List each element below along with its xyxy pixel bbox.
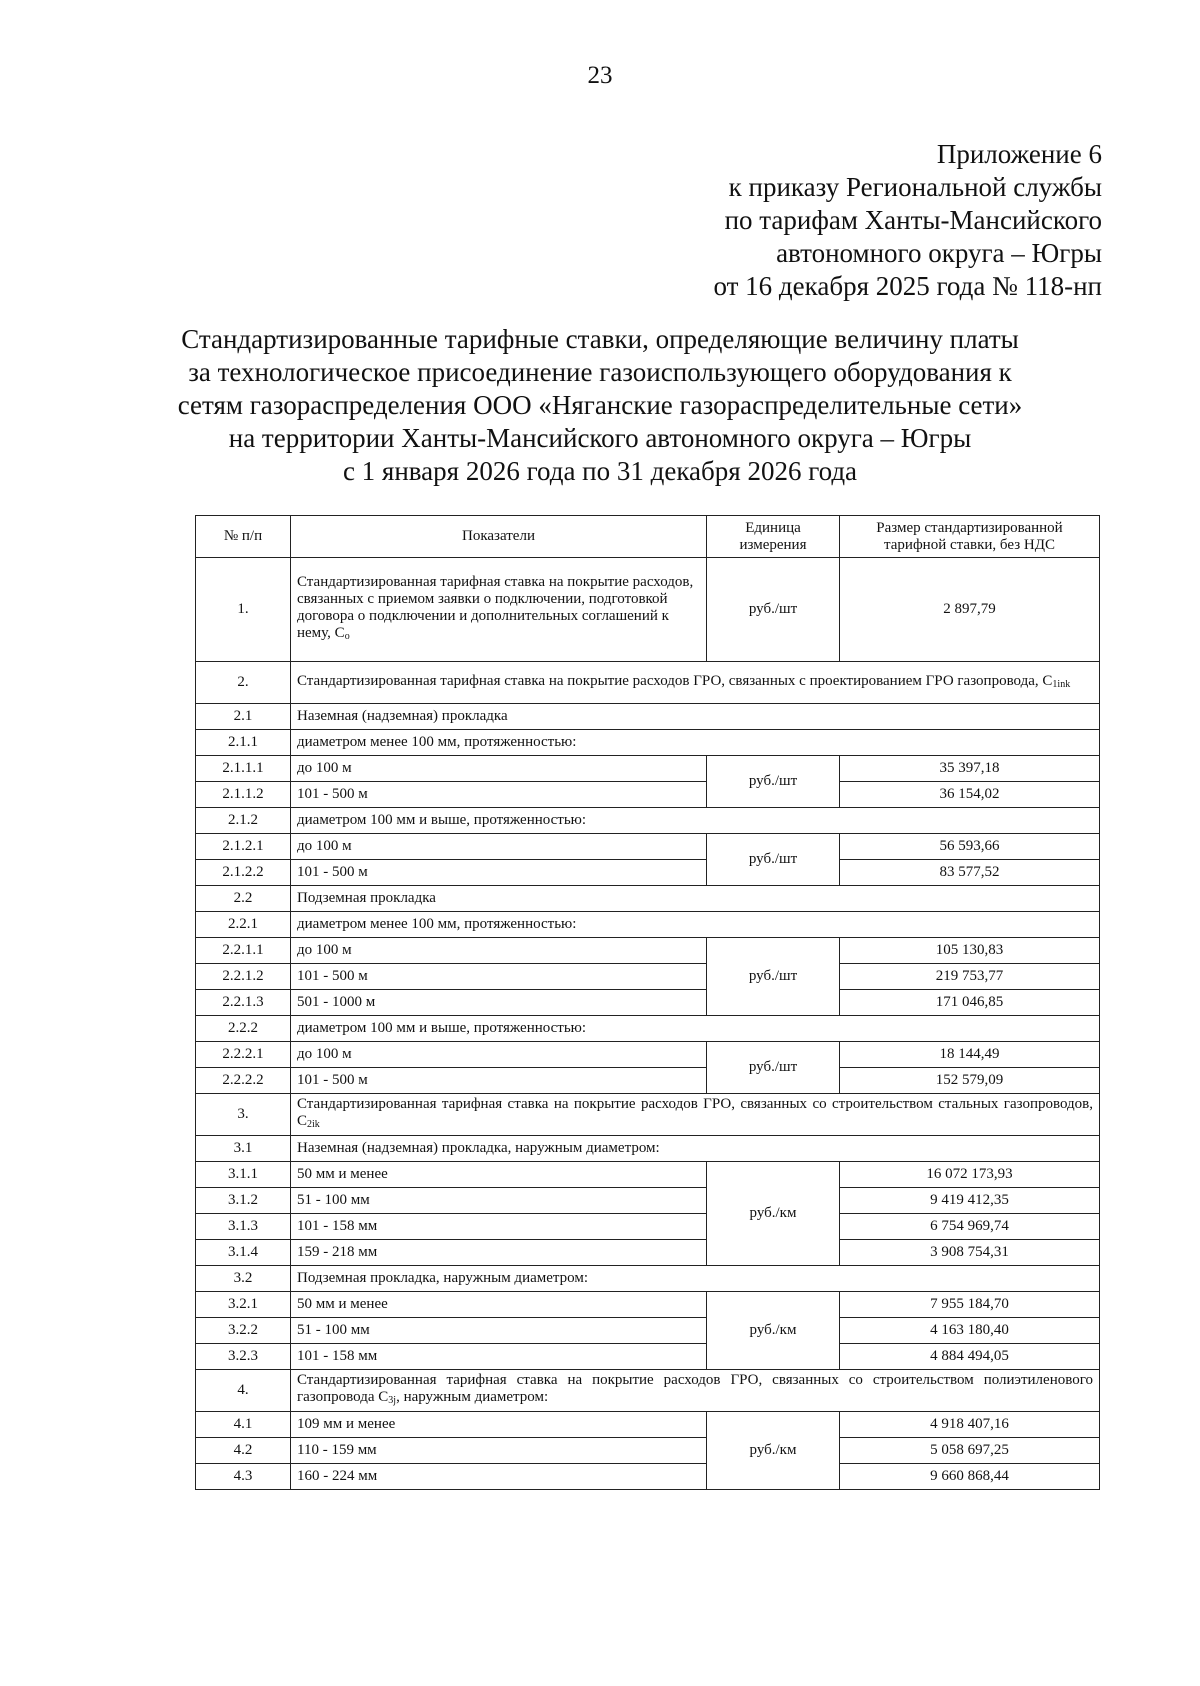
row-indicator — [291, 1094, 1100, 1136]
table-row — [196, 1370, 1100, 1412]
row-indicator — [291, 558, 707, 662]
appendix-line: к приказу Региональной службы — [728, 172, 1102, 202]
row-value: 152 579,09 — [840, 1068, 1100, 1094]
indicator-text: Стандартизированная тарифная ставка на покрытие расходов ГРО, связанных со строительством стальных газопроводов, C — [297, 1096, 1093, 1129]
row-value: 18 144,49 — [840, 1042, 1100, 1068]
row-unit: руб./км — [707, 1292, 840, 1370]
row-indicator: 101 - 158 мм — [291, 1344, 707, 1370]
row-value: 4 884 494,05 — [840, 1344, 1100, 1370]
row-num: 2.1.2.2 — [196, 860, 291, 886]
table-row — [196, 1016, 1100, 1042]
table-row — [196, 860, 1100, 886]
table-row — [196, 662, 1100, 704]
row-indicator: диаметром 100 мм и выше, протяженностью: — [291, 1016, 1100, 1042]
table-row — [196, 938, 1100, 964]
row-indicator: Подземная прокладка, наружным диаметром: — [291, 1266, 1100, 1292]
row-num: 4.1 — [196, 1412, 291, 1438]
row-value: 5 058 697,25 — [840, 1438, 1100, 1464]
row-indicator — [291, 1370, 1100, 1412]
table-row — [196, 756, 1100, 782]
row-indicator: Подземная прокладка — [291, 886, 1100, 912]
row-indicator: до 100 м — [291, 1042, 707, 1068]
row-num: 4.2 — [196, 1438, 291, 1464]
table-row — [196, 1136, 1100, 1162]
row-indicator: Наземная (надземная) прокладка, наружным диаметром: — [291, 1136, 1100, 1162]
title-line: за технологическое присоединение газоиспользующего оборудования к — [188, 357, 1012, 387]
indicator-text: Стандартизированная тарифная ставка на покрытие расходов ГРО, связанных со строительством полиэтиленового газопровода C — [297, 1372, 1093, 1405]
header-unit: Единица измерения — [707, 516, 840, 558]
row-indicator: до 100 м — [291, 756, 707, 782]
row-indicator: 101 - 500 м — [291, 782, 707, 808]
row-num: 2.1 — [196, 704, 291, 730]
table-row — [196, 1214, 1100, 1240]
tariff-table — [195, 515, 1100, 1490]
row-value: 6 754 969,74 — [840, 1214, 1100, 1240]
indicator-text: Стандартизированная тарифная ставка на покрытие расходов, связанных с приемом заявки о подключении, подготовкой договора о подключении и дополнительных соглашений к нему, C — [297, 574, 694, 641]
row-unit: руб./км — [707, 1412, 840, 1490]
row-num: 3.1.4 — [196, 1240, 291, 1266]
row-indicator: диаметром менее 100 мм, протяженностью: — [291, 912, 1100, 938]
row-indicator: 501 - 1000 м — [291, 990, 707, 1016]
row-indicator: 51 - 100 мм — [291, 1188, 707, 1214]
row-value: 2 897,79 — [840, 558, 1100, 662]
row-num: 3.1.3 — [196, 1214, 291, 1240]
table-row — [196, 558, 1100, 662]
table-row — [196, 964, 1100, 990]
table-row — [196, 730, 1100, 756]
table-row — [196, 1188, 1100, 1214]
table-row — [196, 912, 1100, 938]
row-indicator: диаметром менее 100 мм, протяженностью: — [291, 730, 1100, 756]
row-value: 7 955 184,70 — [840, 1292, 1100, 1318]
table-row — [196, 1094, 1100, 1136]
row-num: 3. — [196, 1094, 291, 1136]
header-indicator: Показатели — [291, 516, 707, 558]
row-value: 219 753,77 — [840, 964, 1100, 990]
title-line: с 1 января 2026 года по 31 декабря 2026 года — [342, 456, 858, 486]
title-line: на территории Ханты-Мансийского автономного округа – Югры — [228, 423, 972, 453]
row-num: 2.2.1.3 — [196, 990, 291, 1016]
row-unit: руб./шт — [707, 834, 840, 886]
row-num: 3.2.1 — [196, 1292, 291, 1318]
table-row — [196, 1162, 1100, 1188]
indicator-subscript: 3j — [388, 1395, 397, 1406]
row-indicator: 51 - 100 мм — [291, 1318, 707, 1344]
appendix-line: от 16 декабря 2025 года № 118-нп — [713, 271, 1102, 301]
row-num: 2. — [196, 662, 291, 704]
row-unit: руб./шт — [707, 1042, 840, 1094]
row-num: 2.1.1.2 — [196, 782, 291, 808]
row-num: 2.1.2.1 — [196, 834, 291, 860]
row-indicator: Наземная (надземная) прокладка — [291, 704, 1100, 730]
row-indicator: 101 - 158 мм — [291, 1214, 707, 1240]
row-indicator: 160 - 224 мм — [291, 1464, 707, 1490]
table-row — [196, 1318, 1100, 1344]
row-num: 3.1.2 — [196, 1188, 291, 1214]
row-num: 1. — [196, 558, 291, 662]
table-header-row — [196, 516, 1100, 558]
row-value: 83 577,52 — [840, 860, 1100, 886]
header-value: Размер стандартизированной тарифной ставки, без НДС — [840, 516, 1100, 558]
row-num: 2.2.1 — [196, 912, 291, 938]
row-indicator: 101 - 500 м — [291, 860, 707, 886]
row-unit: руб./шт — [707, 558, 840, 662]
appendix-line: по тарифам Ханты-Мансийского — [724, 205, 1102, 235]
row-indicator: 101 - 500 м — [291, 1068, 707, 1094]
indicator-subscript: 1ink — [1052, 678, 1071, 690]
table-row — [196, 1042, 1100, 1068]
table-row — [196, 1240, 1100, 1266]
appendix-block — [713, 138, 1102, 303]
table-row — [196, 834, 1100, 860]
row-value: 9 660 868,44 — [840, 1464, 1100, 1490]
row-num: 2.2.1.1 — [196, 938, 291, 964]
row-value: 9 419 412,35 — [840, 1188, 1100, 1214]
table-row — [196, 704, 1100, 730]
row-num: 2.1.2 — [196, 808, 291, 834]
row-indicator: 50 мм и менее — [291, 1292, 707, 1318]
table-row — [196, 1438, 1100, 1464]
row-value: 4 163 180,40 — [840, 1318, 1100, 1344]
appendix-line: автономного округа – Югры — [776, 238, 1102, 268]
table-row — [196, 1344, 1100, 1370]
row-value: 171 046,85 — [840, 990, 1100, 1016]
row-num: 3.2 — [196, 1266, 291, 1292]
row-num: 3.2.3 — [196, 1344, 291, 1370]
indicator-subscript: 2ik — [307, 1119, 320, 1130]
row-num: 2.1.1.1 — [196, 756, 291, 782]
row-indicator: 109 мм и менее — [291, 1412, 707, 1438]
table-row — [196, 990, 1100, 1016]
indicator-subscript: o — [344, 631, 350, 642]
row-num: 4. — [196, 1370, 291, 1412]
row-indicator: до 100 м — [291, 938, 707, 964]
row-num: 3.1.1 — [196, 1162, 291, 1188]
row-indicator: 101 - 500 м — [291, 964, 707, 990]
row-indicator: до 100 м — [291, 834, 707, 860]
row-value: 35 397,18 — [840, 756, 1100, 782]
row-num: 2.2.2.1 — [196, 1042, 291, 1068]
row-unit: руб./км — [707, 1162, 840, 1266]
indicator-text-tail: , наружным диаметром: — [396, 1389, 549, 1405]
row-indicator: 159 - 218 мм — [291, 1240, 707, 1266]
row-indicator: 110 - 159 мм — [291, 1438, 707, 1464]
row-value: 36 154,02 — [840, 782, 1100, 808]
document-title — [100, 323, 1100, 488]
row-indicator: 50 мм и менее — [291, 1162, 707, 1188]
title-line: Стандартизированные тарифные ставки, определяющие величину платы — [181, 324, 1019, 354]
row-num: 2.2.1.2 — [196, 964, 291, 990]
table-row — [196, 1068, 1100, 1094]
row-indicator: диаметром 100 мм и выше, протяженностью: — [291, 808, 1100, 834]
row-unit: руб./шт — [707, 938, 840, 1016]
row-value: 56 593,66 — [840, 834, 1100, 860]
table-row — [196, 1412, 1100, 1438]
row-unit: руб./шт — [707, 756, 840, 808]
header-num: № п/п — [196, 516, 291, 558]
table-row — [196, 1266, 1100, 1292]
row-num: 2.2.2.2 — [196, 1068, 291, 1094]
row-indicator — [291, 662, 1100, 704]
table-row — [196, 808, 1100, 834]
table-row — [196, 782, 1100, 808]
row-num: 3.1 — [196, 1136, 291, 1162]
row-num: 2.2 — [196, 886, 291, 912]
row-value: 4 918 407,16 — [840, 1412, 1100, 1438]
table-row — [196, 886, 1100, 912]
row-num: 2.2.2 — [196, 1016, 291, 1042]
indicator-text: Стандартизированная тарифная ставка на покрытие расходов ГРО, связанных с проектированием ГРО газопровода, C — [297, 672, 1053, 689]
title-line: сетям газораспределения ООО «Няганские газораспределительные сети» — [177, 390, 1023, 420]
row-value: 3 908 754,31 — [840, 1240, 1100, 1266]
appendix-line: Приложение 6 — [936, 139, 1102, 169]
row-num: 4.3 — [196, 1464, 291, 1490]
page-number: 23 — [587, 62, 613, 89]
row-value: 16 072 173,93 — [840, 1162, 1100, 1188]
row-num: 2.1.1 — [196, 730, 291, 756]
table-row — [196, 1464, 1100, 1490]
table-row — [196, 1292, 1100, 1318]
row-num: 3.2.2 — [196, 1318, 291, 1344]
row-value: 105 130,83 — [840, 938, 1100, 964]
